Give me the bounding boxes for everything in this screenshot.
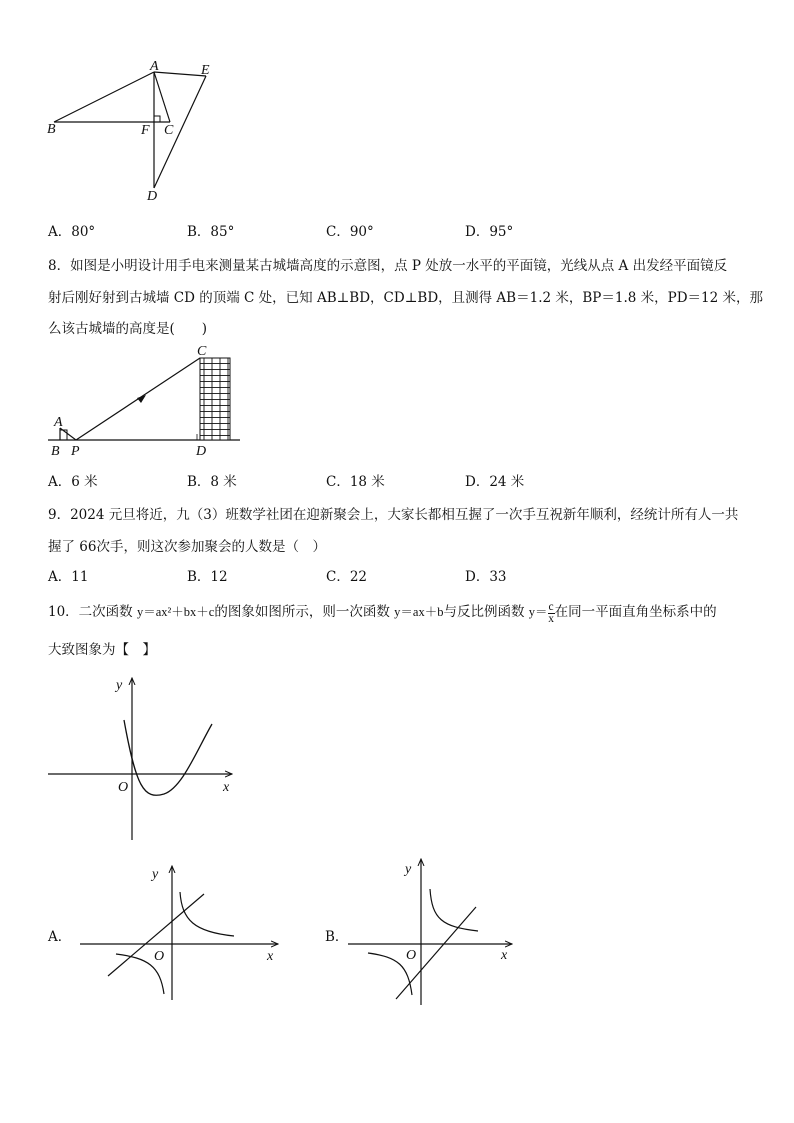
q10-graph-x-label: x bbox=[223, 780, 230, 795]
q10-inverse-fraction bbox=[548, 602, 555, 625]
q8-wall-mirror-figure bbox=[40, 340, 260, 460]
q8-label-a: A bbox=[54, 415, 63, 430]
q10-a-x-label: x bbox=[267, 949, 274, 964]
q8-label-d: D bbox=[196, 444, 207, 459]
q8-label-p: P bbox=[71, 444, 80, 459]
q8-option-c: C．18 米 bbox=[326, 474, 385, 490]
q7-option-c: C．90° bbox=[326, 224, 374, 240]
q8-option-a: A．6 米 bbox=[48, 474, 98, 490]
q10-equation-inverse bbox=[528, 600, 555, 625]
q10-option-b-label: B． bbox=[325, 929, 349, 945]
q9-option-d: D．33 bbox=[465, 569, 507, 585]
q9-question-line-2: 握了 66次手，则这次参加聚会的人数是（ ） bbox=[48, 539, 326, 555]
q10-b-x-label: x bbox=[501, 948, 508, 963]
q10-text-part-4: 在同一平面直角坐标系中的 bbox=[554, 604, 717, 620]
q9-question-line-1: 9．2024 元旦将近，九（3）班数学社团在迎新聚会上，大家长都相互握了一次手互祝新年顺利，经统计所有人一共 bbox=[48, 507, 739, 523]
q7-label-e: E bbox=[201, 63, 210, 78]
q10-equation-quadratic: y＝ax²＋bx＋c bbox=[136, 605, 215, 619]
q10-option-b-graph bbox=[346, 855, 526, 1007]
q8-question-line-1: 8．如图是小明设计用手电来测量某古城墙高度的示意图，点 P 处放一水平的平面镜，光线从点 A 出发经平面镜反 bbox=[48, 258, 728, 274]
q7-triangle-figure bbox=[40, 58, 240, 208]
q10-text-part-2: 的图象如图所示，则一次函数 bbox=[214, 604, 395, 620]
q7-option-b: B．85° bbox=[187, 224, 235, 240]
q9-option-b: B．12 bbox=[187, 569, 228, 585]
q10-inverse-numerator: c bbox=[548, 600, 554, 613]
q7-label-a: A bbox=[150, 59, 159, 74]
q10-inverse-denominator: x bbox=[548, 612, 554, 625]
q8-question-line-3: 么该古城墙的高度是( ) bbox=[48, 321, 208, 337]
q10-a-origin-label: O bbox=[154, 949, 165, 964]
q9-option-a: A．11 bbox=[48, 569, 89, 585]
q8-option-b: B．8 米 bbox=[187, 474, 237, 490]
q10-text-part-3: 与反比例函数 bbox=[443, 604, 529, 620]
q9-option-c: C．22 bbox=[326, 569, 368, 585]
q8-label-b: B bbox=[51, 444, 60, 459]
q10-equation-linear: y＝ax＋b bbox=[394, 605, 444, 619]
q10-a-y-label: y bbox=[152, 867, 159, 882]
q10-graph-y-label: y bbox=[116, 678, 123, 693]
q10-inverse-lhs: y＝ bbox=[528, 605, 548, 619]
q10-text-part-1: 10．二次函数 bbox=[48, 604, 137, 620]
q10-option-a-label: A． bbox=[48, 929, 72, 945]
q7-label-d: D bbox=[147, 189, 158, 204]
q10-option-a-graph bbox=[76, 862, 286, 1004]
q8-question-line-2: 射后刚好射到古城墙 CD 的顶端 C 处，已知 AB⊥BD，CD⊥BD，且测得 AB＝1.2 米，BP＝1.8 米，PD＝12 米，那 bbox=[48, 290, 764, 306]
q7-option-d: D．95° bbox=[465, 224, 514, 240]
q7-label-b: B bbox=[47, 122, 56, 137]
q7-option-a: A．80° bbox=[48, 224, 96, 240]
q10-question-line-2: 大致图象为【 】 bbox=[48, 642, 156, 658]
q8-label-c: C bbox=[197, 344, 207, 359]
q10-question-line-1 bbox=[48, 600, 717, 625]
q10-b-origin-label: O bbox=[406, 948, 417, 963]
q7-label-c: C bbox=[164, 123, 174, 138]
q10-b-y-label: y bbox=[405, 862, 412, 877]
q10-graph-origin-label: O bbox=[118, 780, 129, 795]
q10-parabola-graph bbox=[44, 672, 244, 844]
q7-label-f: F bbox=[141, 123, 150, 138]
q8-option-d: D．24 米 bbox=[465, 474, 525, 490]
